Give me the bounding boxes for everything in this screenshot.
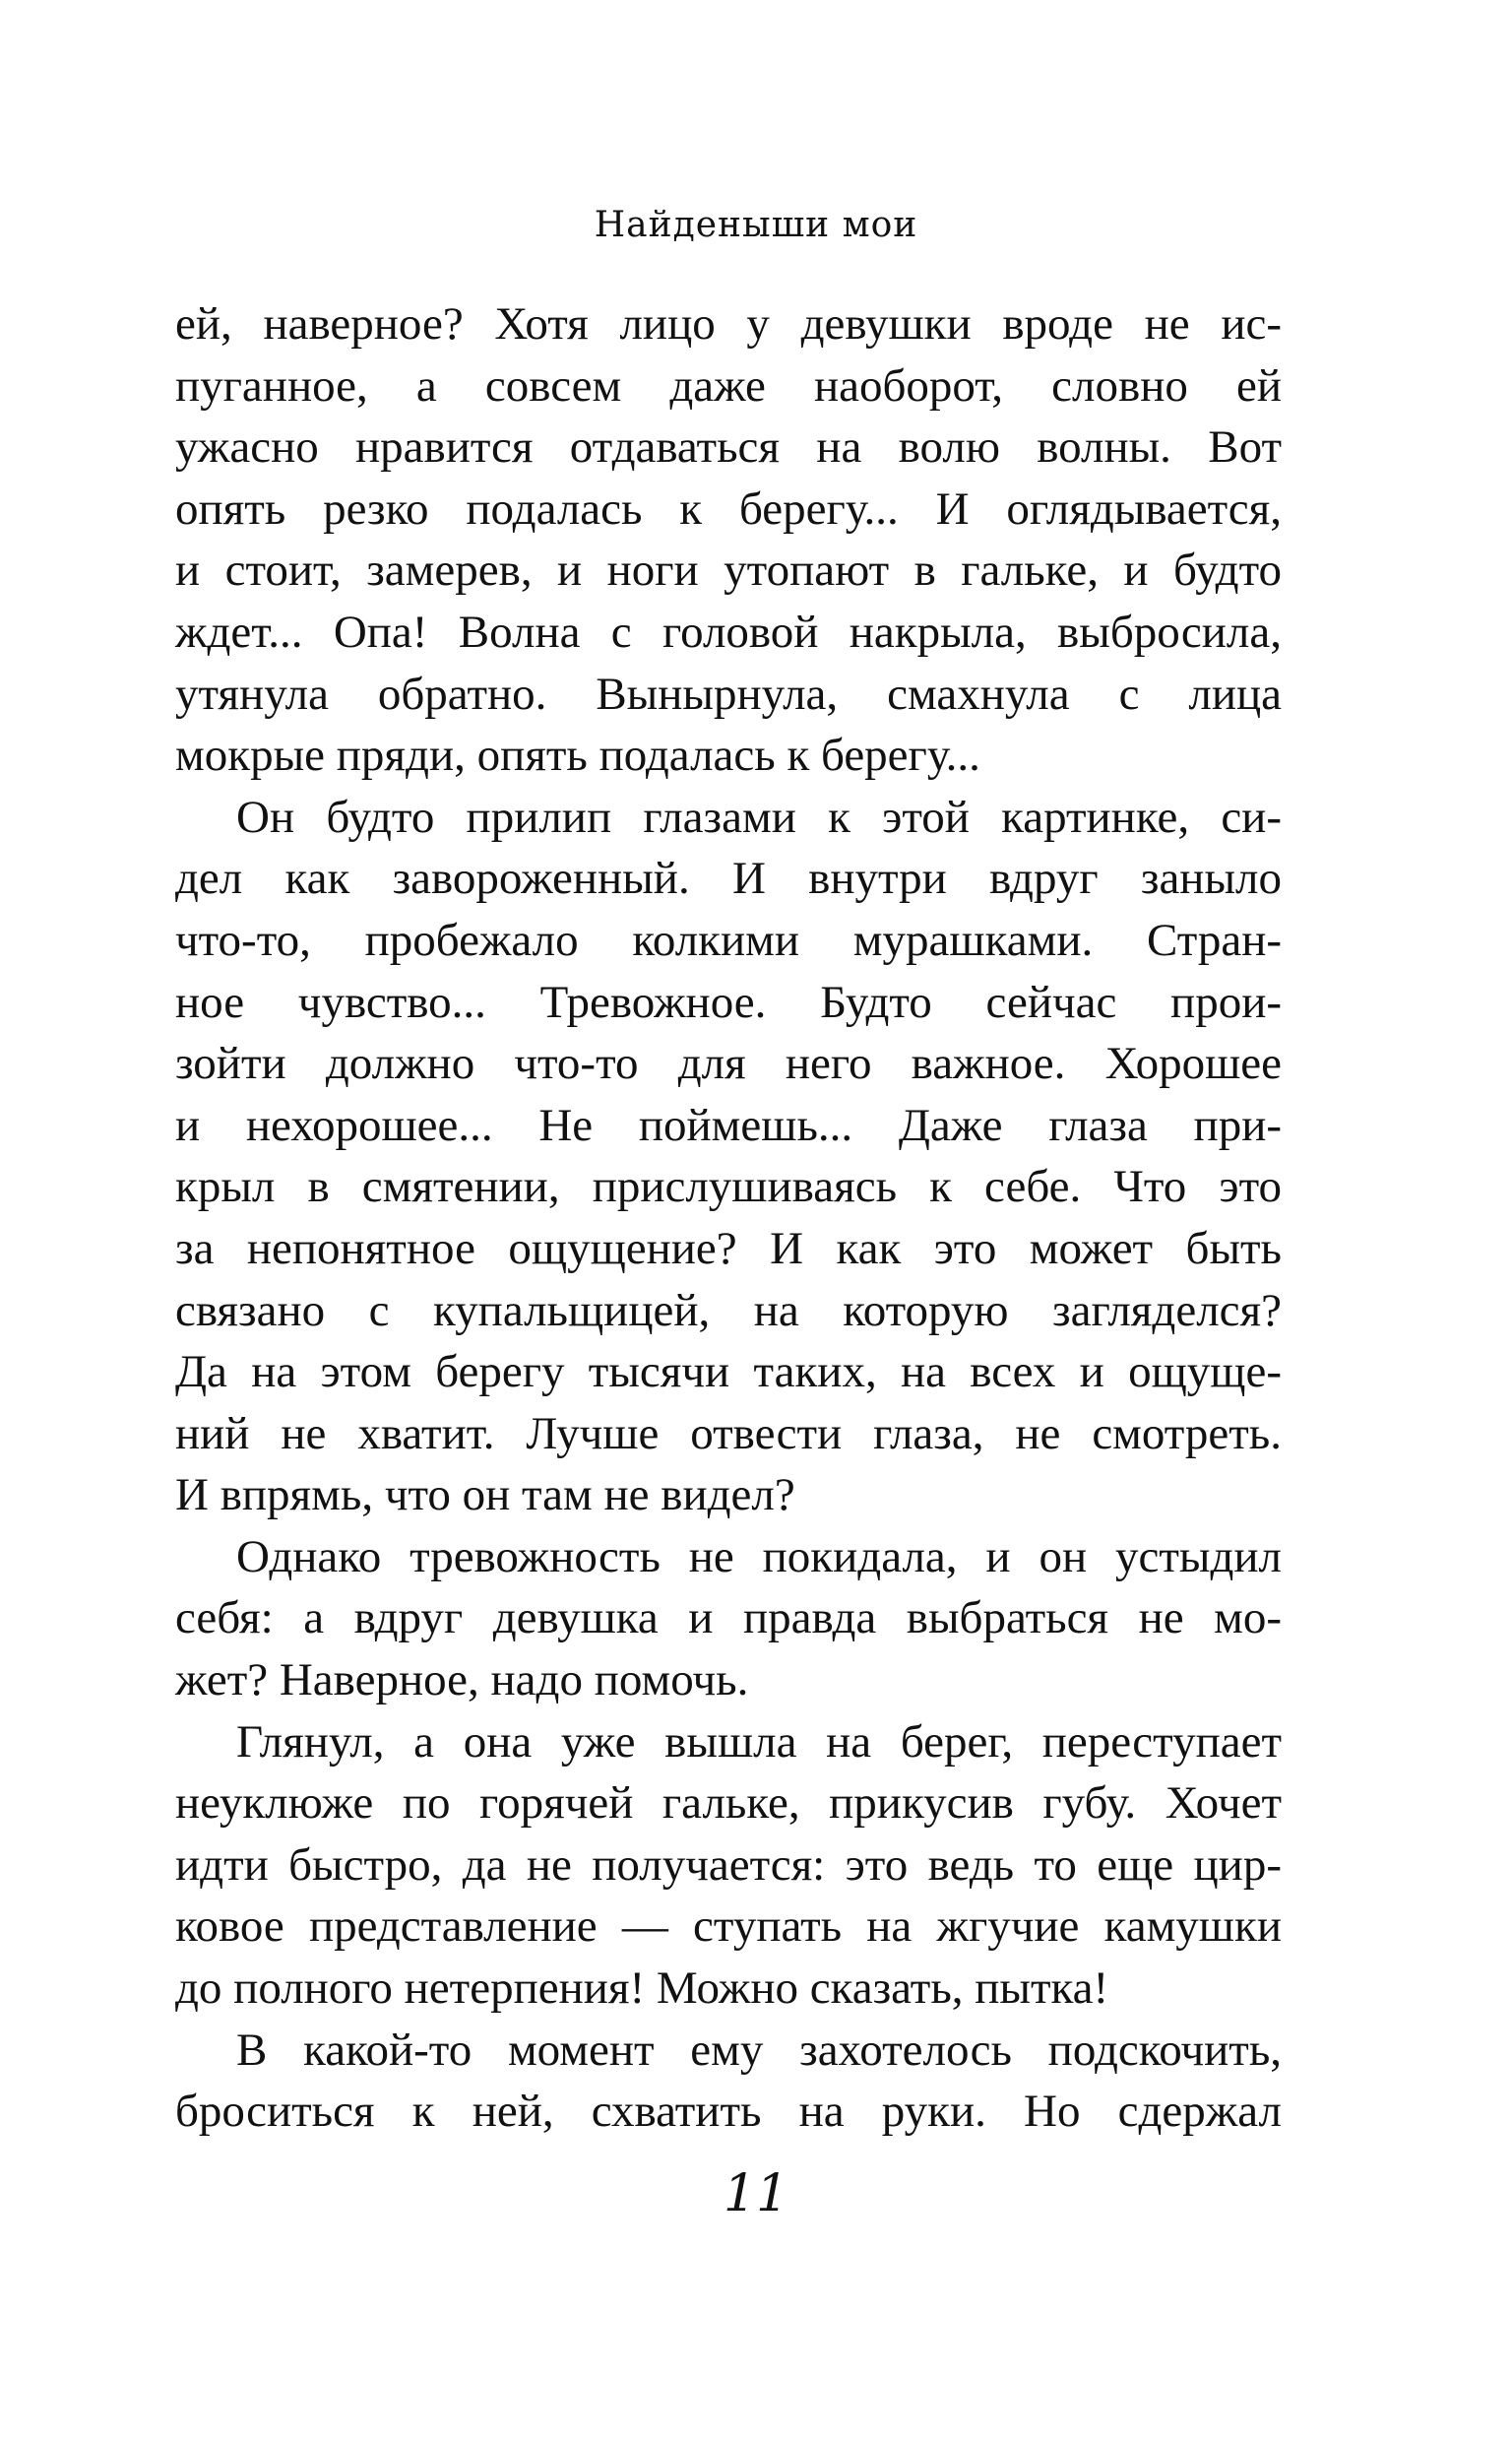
page-number: 11 <box>723 2164 789 2223</box>
text-line: идти быстро, да не получается: это ведь то еще цир- <box>175 1838 1282 1891</box>
text-line: крыл в смятении, прислушиваясь к себе. Что это <box>175 1161 1282 1213</box>
paragraph <box>175 787 1282 1526</box>
paragraph <box>175 1711 1282 2020</box>
text-line: Он будто прилип глазами к этой картинке, си- <box>236 791 1282 843</box>
body-text <box>175 293 1282 2143</box>
paragraph <box>175 293 1282 787</box>
text-line: Да на этом берегу тысячи таких, на всех и ощуще- <box>175 1346 1282 1398</box>
text-line: связано с купальщицей, на которую загляделся? <box>175 1284 1282 1336</box>
text-line: мокрые пряди, опять подалась к берегу... <box>175 730 980 782</box>
text-line: пуганное, а совсем даже наоборот, словно ей <box>175 359 1282 412</box>
text-line: опять резко подалась к берегу... И оглядывается, <box>175 482 1282 535</box>
text-line: ний не хватит. Лучше отвести глаза, не смотреть. <box>175 1407 1282 1459</box>
text-line: и стоит, замерев, и ноги утопают в гальке, и будто <box>175 545 1282 597</box>
text-line: себя: а вдруг девушка и правда выбраться не мо- <box>175 1592 1282 1644</box>
text-line: ковое представление — ступать на жгучие камушки <box>175 1900 1282 1953</box>
text-line: ужасно нравится отдаваться на волю волны. Вот <box>175 421 1282 474</box>
text-line: В какой-то момент ему захотелось подскочить, <box>236 2024 1282 2076</box>
text-line: ждет... Опа! Волна с головой накрыла, выбросила, <box>175 606 1282 658</box>
paragraph <box>175 1526 1282 1711</box>
text-line: Однако тревожность не покидала, и он устыдил <box>236 1530 1282 1582</box>
text-line: Глянул, а она уже вышла на берег, переступает <box>236 1715 1282 1768</box>
running-head: Найденыши мои <box>594 205 918 245</box>
text-line: жет? Наверное, надо помочь. <box>175 1654 749 1706</box>
text-line: и нехорошее... Не поймешь... Даже глаза при- <box>175 1099 1282 1151</box>
text-line: дел как завороженный. И внутри вдруг заныло <box>175 853 1282 905</box>
text-line: И впрямь, что он там не видел? <box>175 1469 795 1521</box>
text-line: что-то, пробежало колкими мурашками. Стран- <box>175 914 1282 966</box>
text-line: за непонятное ощущение? И как это может быть <box>175 1222 1282 1274</box>
text-line: броситься к ней, схватить на руки. Но сдержал <box>175 2086 1282 2138</box>
text-line: утянула обратно. Вынырнула, смахнула с лица <box>175 668 1282 720</box>
paragraph <box>175 2020 1282 2143</box>
text-line: ное чувство... Тревожное. Будто сейчас прои- <box>175 976 1282 1028</box>
text-line: неуклюже по горячей гальке, прикусив губу. Хочет <box>175 1777 1282 1830</box>
text-line: ей, наверное? Хотя лицо у девушки вроде не ис- <box>175 298 1282 350</box>
text-line: зойти должно что-то для него важное. Хорошее <box>175 1038 1282 1090</box>
text-line: до полного нетерпения! Можно сказать, пытка! <box>175 1962 1109 2015</box>
